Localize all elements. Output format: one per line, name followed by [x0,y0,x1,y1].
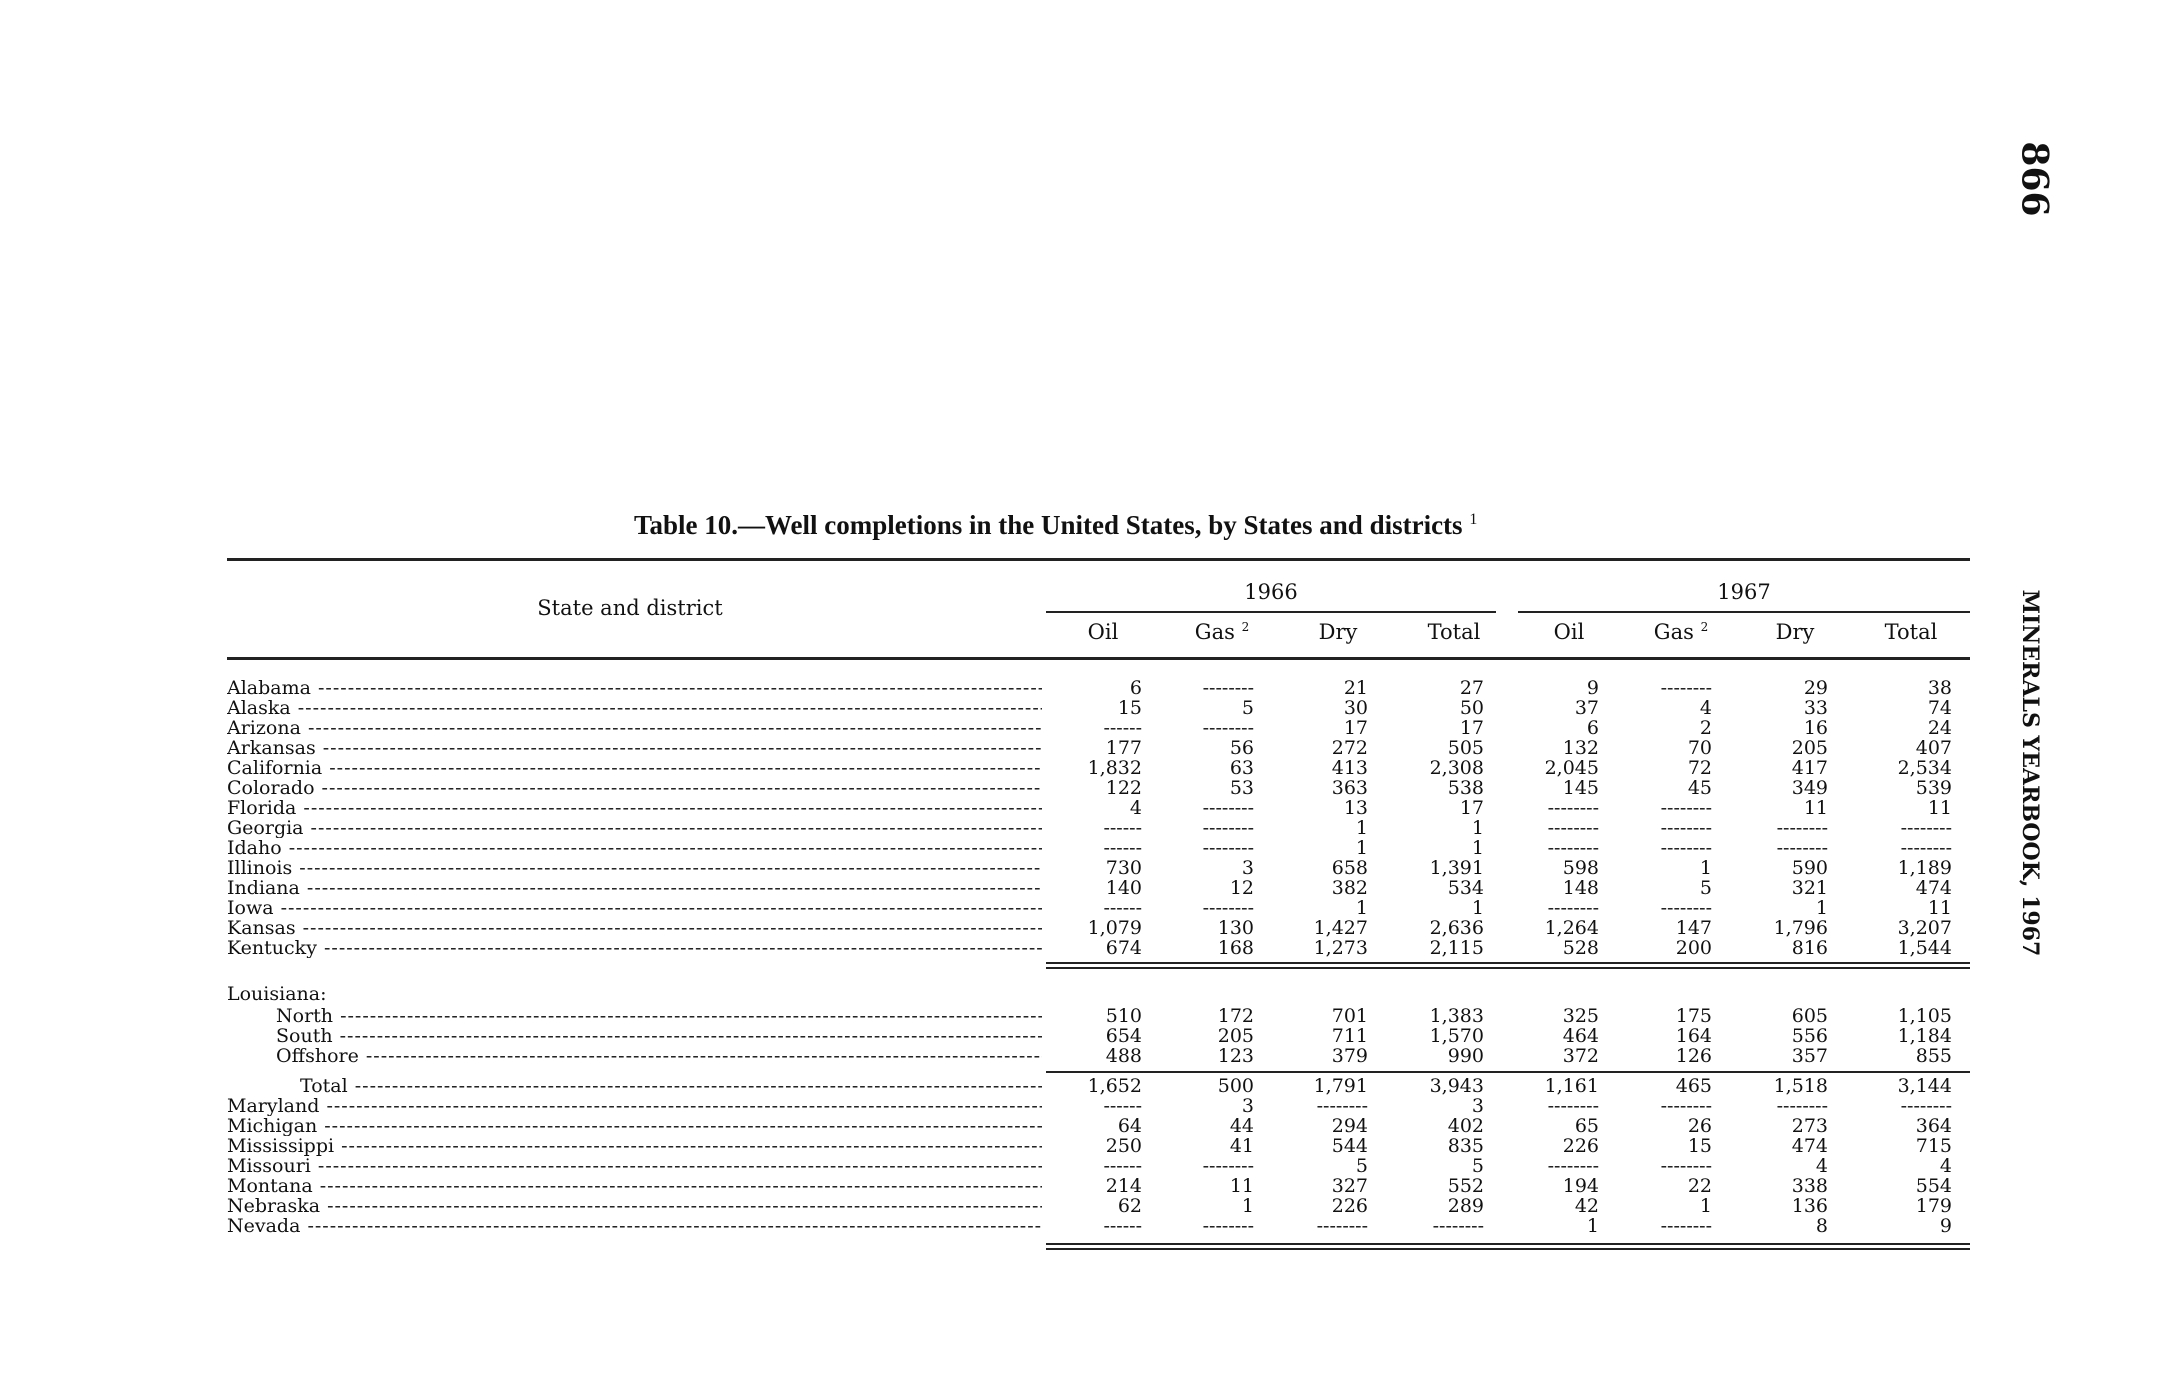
row-label: Illinois ----- [227,858,1042,878]
row-label: Alaska ----- [227,698,1042,718]
table-row [0,738,2179,758]
cell-1967-oil: 42 [1574,1195,1599,1217]
cell-1967-total: 474 [1915,877,1952,899]
cell-1966-dry: 1,427 [1313,917,1368,939]
cell-1966-oil: ------ [1103,1155,1142,1177]
cell-1967-total: 3,207 [1897,917,1952,939]
table-row [0,1026,2179,1046]
year-header-1966: 1966 [1244,580,1298,604]
table-row [0,918,2179,938]
cell-1966-oil: 654 [1105,1025,1142,1047]
row-label: Arizona ----- [227,718,1042,738]
cell-1966-dry: -------- [1316,1215,1368,1237]
col-header-1967-total: Total [1884,620,1938,644]
cell-1966-total: 552 [1447,1175,1484,1197]
cell-1967-oil: 6 [1586,717,1599,739]
cell-1966-oil: 62 [1117,1195,1142,1217]
row-label: Montana ----- [227,1176,1042,1196]
cell-1967-dry: 1,796 [1773,917,1828,939]
col-header-1966-oil: Oil [1087,620,1119,644]
cell-1966-gas: -------- [1202,677,1254,699]
cell-1967-oil: -------- [1547,837,1599,859]
cell-1967-dry: 33 [1803,697,1828,719]
cell-1966-dry: 544 [1331,1135,1368,1157]
cell-1967-dry: 1 [1815,897,1828,919]
cell-1966-gas: -------- [1202,1215,1254,1237]
cell-1966-total: 2,115 [1429,937,1484,959]
cell-1967-oil: 528 [1562,937,1599,959]
row-label: Missouri ----- [227,1156,1042,1176]
cell-1966-total: 27 [1459,677,1484,699]
cell-1966-dry: 1,273 [1313,937,1368,959]
table-row [0,1216,2179,1236]
cell-1966-dry: 327 [1331,1175,1368,1197]
cell-1967-oil: 145 [1562,777,1599,799]
cell-1967-total: 11 [1927,797,1952,819]
row-label: Mississippi ----- [227,1136,1042,1156]
cell-1967-oil: 148 [1562,877,1599,899]
cell-1966-total: 505 [1447,737,1484,759]
cell-1967-gas: -------- [1660,677,1712,699]
row-label: South ----- [276,1026,1042,1046]
cell-1967-gas: 45 [1687,777,1712,799]
gas-footnote-marker: 2 [1241,620,1250,634]
cell-1966-oil: ------ [1103,1095,1142,1117]
cell-1967-total: 4 [1939,1155,1952,1177]
row-label: Louisiana: [227,984,327,1004]
row-label: Colorado ----- [227,778,1042,798]
cell-1966-dry: 1 [1355,837,1368,859]
cell-1967-oil: -------- [1547,1155,1599,1177]
table-row [0,1076,2179,1096]
cell-1967-dry: 474 [1791,1135,1828,1157]
table-row [0,678,2179,698]
cell-1967-gas: 22 [1687,1175,1712,1197]
cell-1967-gas: -------- [1660,797,1712,819]
cell-1967-gas: -------- [1660,1215,1712,1237]
running-head: MINERALS YEARBOOK, 1967 [2017,589,2043,957]
cell-1967-dry: 605 [1791,1005,1828,1027]
cell-1966-gas: 1 [1241,1195,1254,1217]
cell-1967-gas: 1 [1699,1195,1712,1217]
row-label: Nevada ----- [227,1216,1042,1236]
cell-1966-oil: ------ [1103,897,1142,919]
cell-1966-oil: 1,832 [1087,757,1142,779]
cell-1966-total: 50 [1459,697,1484,719]
year-header-1967: 1967 [1717,580,1771,604]
cell-1967-total: 2,534 [1897,757,1952,779]
cell-1967-dry: 273 [1791,1115,1828,1137]
cell-1966-gas: -------- [1202,1155,1254,1177]
row-label: Kentucky ----- [227,938,1042,958]
cell-1966-dry: 5 [1355,1155,1368,1177]
cell-1966-oil: ------ [1103,837,1142,859]
row-label: Kansas ----- [227,918,1042,938]
cell-1967-gas: 4 [1699,697,1712,719]
cell-1967-gas: -------- [1660,817,1712,839]
cell-1967-oil: 9 [1586,677,1599,699]
cell-1967-total: -------- [1900,817,1952,839]
cell-1967-dry: 29 [1803,677,1828,699]
cell-1967-gas: -------- [1660,1155,1712,1177]
cell-1966-gas: 41 [1229,1135,1254,1157]
cell-1967-total: 715 [1915,1135,1952,1157]
cell-1967-total: 3,144 [1897,1075,1952,1097]
cell-1966-gas: 205 [1217,1025,1254,1047]
cell-1966-oil: ------ [1103,1215,1142,1237]
row-label: Alabama ----- [227,678,1042,698]
cell-1966-oil: 1,652 [1087,1075,1142,1097]
cell-1966-gas: 44 [1229,1115,1254,1137]
table-row [0,878,2179,898]
table-bottom-rule-bottom [1046,1248,1970,1250]
cell-1966-gas: 63 [1229,757,1254,779]
row-label: Indiana ----- [227,878,1042,898]
cell-1966-dry: 382 [1331,877,1368,899]
cell-1966-dry: 379 [1331,1045,1368,1067]
table-row [0,898,2179,918]
cell-1966-gas: 5 [1241,697,1254,719]
cell-1966-oil: 214 [1105,1175,1142,1197]
col-header-1966-gas [1167,620,1277,644]
table-row [0,798,2179,818]
table-row [0,1116,2179,1136]
cell-1967-gas: 26 [1687,1115,1712,1137]
cell-1966-oil: 4 [1129,797,1142,819]
table-row [0,1046,2179,1066]
table-row [0,1006,2179,1026]
cell-1966-oil: 122 [1105,777,1142,799]
table-row [0,984,2179,1004]
cell-1966-total: 2,636 [1429,917,1484,939]
gas-header-label: Gas [1653,620,1694,644]
cell-1967-dry: 349 [1791,777,1828,799]
cell-1966-total: 1,570 [1429,1025,1484,1047]
cell-1966-dry: 226 [1331,1195,1368,1217]
cell-1966-gas: 3 [1241,1095,1254,1117]
col-header-1966-total: Total [1427,620,1481,644]
cell-1967-oil: 1,161 [1544,1075,1599,1097]
cell-1967-dry: 8 [1815,1215,1828,1237]
table-row [0,718,2179,738]
cell-1966-total: -------- [1432,1215,1484,1237]
cell-1967-total: 1,105 [1897,1005,1952,1027]
cell-1967-dry: -------- [1776,837,1828,859]
cell-1966-oil: 674 [1105,937,1142,959]
cell-1966-total: 402 [1447,1115,1484,1137]
cell-1967-gas: -------- [1660,837,1712,859]
gas-footnote-marker: 2 [1700,620,1709,634]
cell-1967-dry: 136 [1791,1195,1828,1217]
cell-1966-gas: -------- [1202,817,1254,839]
page-number: 866 [2013,141,2056,217]
cell-1966-dry: 1 [1355,817,1368,839]
row-label: Iowa ----- [227,898,1042,918]
cell-1967-gas: 2 [1699,717,1712,739]
cell-1966-dry: 272 [1331,737,1368,759]
cell-1967-oil: -------- [1547,797,1599,819]
table-title [634,510,1477,541]
table-row [0,818,2179,838]
cell-1967-total: 1,189 [1897,857,1952,879]
cell-1967-dry: 16 [1803,717,1828,739]
cell-1966-dry: 413 [1331,757,1368,779]
row-label: Michigan ----- [227,1116,1042,1136]
cell-1966-oil: 1,079 [1087,917,1142,939]
table-top-rule [227,558,1970,561]
table-row [0,838,2179,858]
cell-1966-total: 17 [1459,797,1484,819]
cell-1966-oil: 15 [1117,697,1142,719]
row-label: Florida ----- [227,798,1042,818]
cell-1966-total: 289 [1447,1195,1484,1217]
row-label: Nebraska ----- [227,1196,1042,1216]
section-double-rule-top [1046,962,1970,964]
cell-1967-dry: 357 [1791,1045,1828,1067]
cell-1967-dry: 321 [1791,877,1828,899]
table-row [0,938,2179,958]
cell-1966-total: 1,391 [1429,857,1484,879]
cell-1967-gas: 72 [1687,757,1712,779]
cell-1967-total: -------- [1900,837,1952,859]
row-label: Georgia ----- [227,818,1042,838]
cell-1967-dry: 816 [1791,937,1828,959]
cell-1966-total: 1 [1471,817,1484,839]
cell-1966-gas: -------- [1202,717,1254,739]
cell-1967-dry: 556 [1791,1025,1828,1047]
cell-1967-total: 74 [1927,697,1952,719]
cell-1966-oil: 510 [1105,1005,1142,1027]
section-double-rule-bottom [1046,967,1970,969]
cell-1966-oil: 6 [1129,677,1142,699]
year-1966-rule [1046,611,1496,613]
cell-1967-oil: -------- [1547,897,1599,919]
cell-1966-oil: 64 [1117,1115,1142,1137]
cell-1966-dry: 363 [1331,777,1368,799]
table-row [0,858,2179,878]
cell-1967-dry: -------- [1776,1095,1828,1117]
cell-1966-oil: 177 [1105,737,1142,759]
cell-1966-oil: ------ [1103,717,1142,739]
gas-header-label: Gas [1194,620,1235,644]
cell-1966-dry: 21 [1343,677,1368,699]
cell-1967-gas: 1 [1699,857,1712,879]
cell-1967-total: 554 [1915,1175,1952,1197]
cell-1966-total: 990 [1447,1045,1484,1067]
col-header-1967-gas [1626,620,1736,644]
row-label: California ----- [227,758,1042,778]
cell-1966-total: 835 [1447,1135,1484,1157]
cell-1967-oil: 372 [1562,1045,1599,1067]
cell-1967-gas: 147 [1675,917,1712,939]
table-title-text: Table 10.—Well completions in the United States, by States and districts [634,510,1463,540]
header-bottom-rule [227,657,1970,660]
cell-1967-oil: 194 [1562,1175,1599,1197]
cell-1967-oil: 2,045 [1544,757,1599,779]
cell-1967-total: 9 [1939,1215,1952,1237]
cell-1966-dry: 1,791 [1313,1075,1368,1097]
table-row [0,778,2179,798]
cell-1967-oil: 1,264 [1544,917,1599,939]
cell-1966-dry: 1 [1355,897,1368,919]
cell-1966-dry: 294 [1331,1115,1368,1137]
cell-1966-gas: 12 [1229,877,1254,899]
row-label: Idaho ----- [227,838,1042,858]
table-row [0,1156,2179,1176]
cell-1967-total: -------- [1900,1095,1952,1117]
cell-1967-total: 855 [1915,1045,1952,1067]
table-bottom-rule-top [1046,1243,1970,1245]
row-label: Maryland ----- [227,1096,1042,1116]
cell-1966-total: 2,308 [1429,757,1484,779]
row-label: North ----- [276,1006,1042,1026]
cell-1967-dry: 590 [1791,857,1828,879]
cell-1966-oil: 250 [1105,1135,1142,1157]
col-header-1966-dry: Dry [1318,620,1358,644]
cell-1967-oil: 1 [1586,1215,1599,1237]
cell-1967-dry: 417 [1791,757,1828,779]
row-label: Arkansas ----- [227,738,1042,758]
cell-1967-gas: 164 [1675,1025,1712,1047]
cell-1967-oil: 65 [1574,1115,1599,1137]
subtotal-rule [1046,1071,1970,1073]
cell-1966-total: 538 [1447,777,1484,799]
cell-1967-oil: -------- [1547,817,1599,839]
cell-1966-total: 3,943 [1429,1075,1484,1097]
cell-1967-dry: 1,518 [1773,1075,1828,1097]
cell-1966-oil: 488 [1105,1045,1142,1067]
cell-1967-dry: 205 [1791,737,1828,759]
cell-1966-total: 1 [1471,837,1484,859]
cell-1967-total: 24 [1927,717,1952,739]
row-label: Total ----- [300,1076,1042,1096]
col-header-1967-oil: Oil [1553,620,1585,644]
cell-1966-oil: ------ [1103,817,1142,839]
cell-1966-gas: 11 [1229,1175,1254,1197]
cell-1967-gas: 126 [1675,1045,1712,1067]
cell-1967-total: 1,544 [1897,937,1952,959]
cell-1966-dry: 17 [1343,717,1368,739]
cell-1967-total: 407 [1915,737,1952,759]
cell-1967-oil: -------- [1547,1095,1599,1117]
cell-1967-total: 539 [1915,777,1952,799]
table-row [0,698,2179,718]
cell-1967-oil: 37 [1574,697,1599,719]
cell-1967-gas: 200 [1675,937,1712,959]
cell-1966-dry: -------- [1316,1095,1368,1117]
cell-1967-total: 1,184 [1897,1025,1952,1047]
cell-1966-gas: 130 [1217,917,1254,939]
cell-1967-dry: 11 [1803,797,1828,819]
stub-header: State and district [537,596,723,620]
cell-1966-gas: 3 [1241,857,1254,879]
cell-1967-total: 364 [1915,1115,1952,1137]
cell-1967-gas: 175 [1675,1005,1712,1027]
cell-1966-gas: 123 [1217,1045,1254,1067]
cell-1966-gas: -------- [1202,837,1254,859]
cell-1967-total: 179 [1915,1195,1952,1217]
cell-1966-gas: 56 [1229,737,1254,759]
cell-1966-oil: 140 [1105,877,1142,899]
year-1967-rule [1518,611,1970,613]
cell-1967-gas: -------- [1660,897,1712,919]
cell-1966-gas: 500 [1217,1075,1254,1097]
cell-1966-dry: 701 [1331,1005,1368,1027]
cell-1966-dry: 13 [1343,797,1368,819]
cell-1967-oil: 132 [1562,737,1599,759]
cell-1966-gas: 53 [1229,777,1254,799]
cell-1967-total: 11 [1927,897,1952,919]
cell-1966-gas: -------- [1202,797,1254,819]
col-header-1967-dry: Dry [1775,620,1815,644]
table-row [0,1096,2179,1116]
title-footnote-marker: 1 [1469,511,1478,528]
cell-1967-gas: 5 [1699,877,1712,899]
row-label: Offshore ----- [276,1046,1042,1066]
cell-1966-gas: 168 [1217,937,1254,959]
cell-1966-dry: 30 [1343,697,1368,719]
table-row [0,1136,2179,1156]
cell-1967-dry: -------- [1776,817,1828,839]
table-row [0,758,2179,778]
cell-1966-total: 1,383 [1429,1005,1484,1027]
cell-1967-oil: 464 [1562,1025,1599,1047]
cell-1967-gas: 465 [1675,1075,1712,1097]
cell-1967-oil: 598 [1562,857,1599,879]
cell-1967-dry: 4 [1815,1155,1828,1177]
cell-1966-gas: 172 [1217,1005,1254,1027]
cell-1967-oil: 325 [1562,1005,1599,1027]
cell-1967-oil: 226 [1562,1135,1599,1157]
table-row [0,1196,2179,1216]
cell-1966-total: 534 [1447,877,1484,899]
cell-1967-gas: 15 [1687,1135,1712,1157]
cell-1966-total: 5 [1471,1155,1484,1177]
cell-1967-dry: 338 [1791,1175,1828,1197]
table-row [0,1176,2179,1196]
cell-1967-total: 38 [1927,677,1952,699]
cell-1966-total: 1 [1471,897,1484,919]
cell-1966-dry: 711 [1331,1025,1368,1047]
cell-1966-gas: -------- [1202,897,1254,919]
cell-1967-gas: 70 [1687,737,1712,759]
cell-1966-oil: 730 [1105,857,1142,879]
cell-1966-total: 3 [1471,1095,1484,1117]
cell-1966-dry: 658 [1331,857,1368,879]
cell-1967-gas: -------- [1660,1095,1712,1117]
cell-1966-total: 17 [1459,717,1484,739]
